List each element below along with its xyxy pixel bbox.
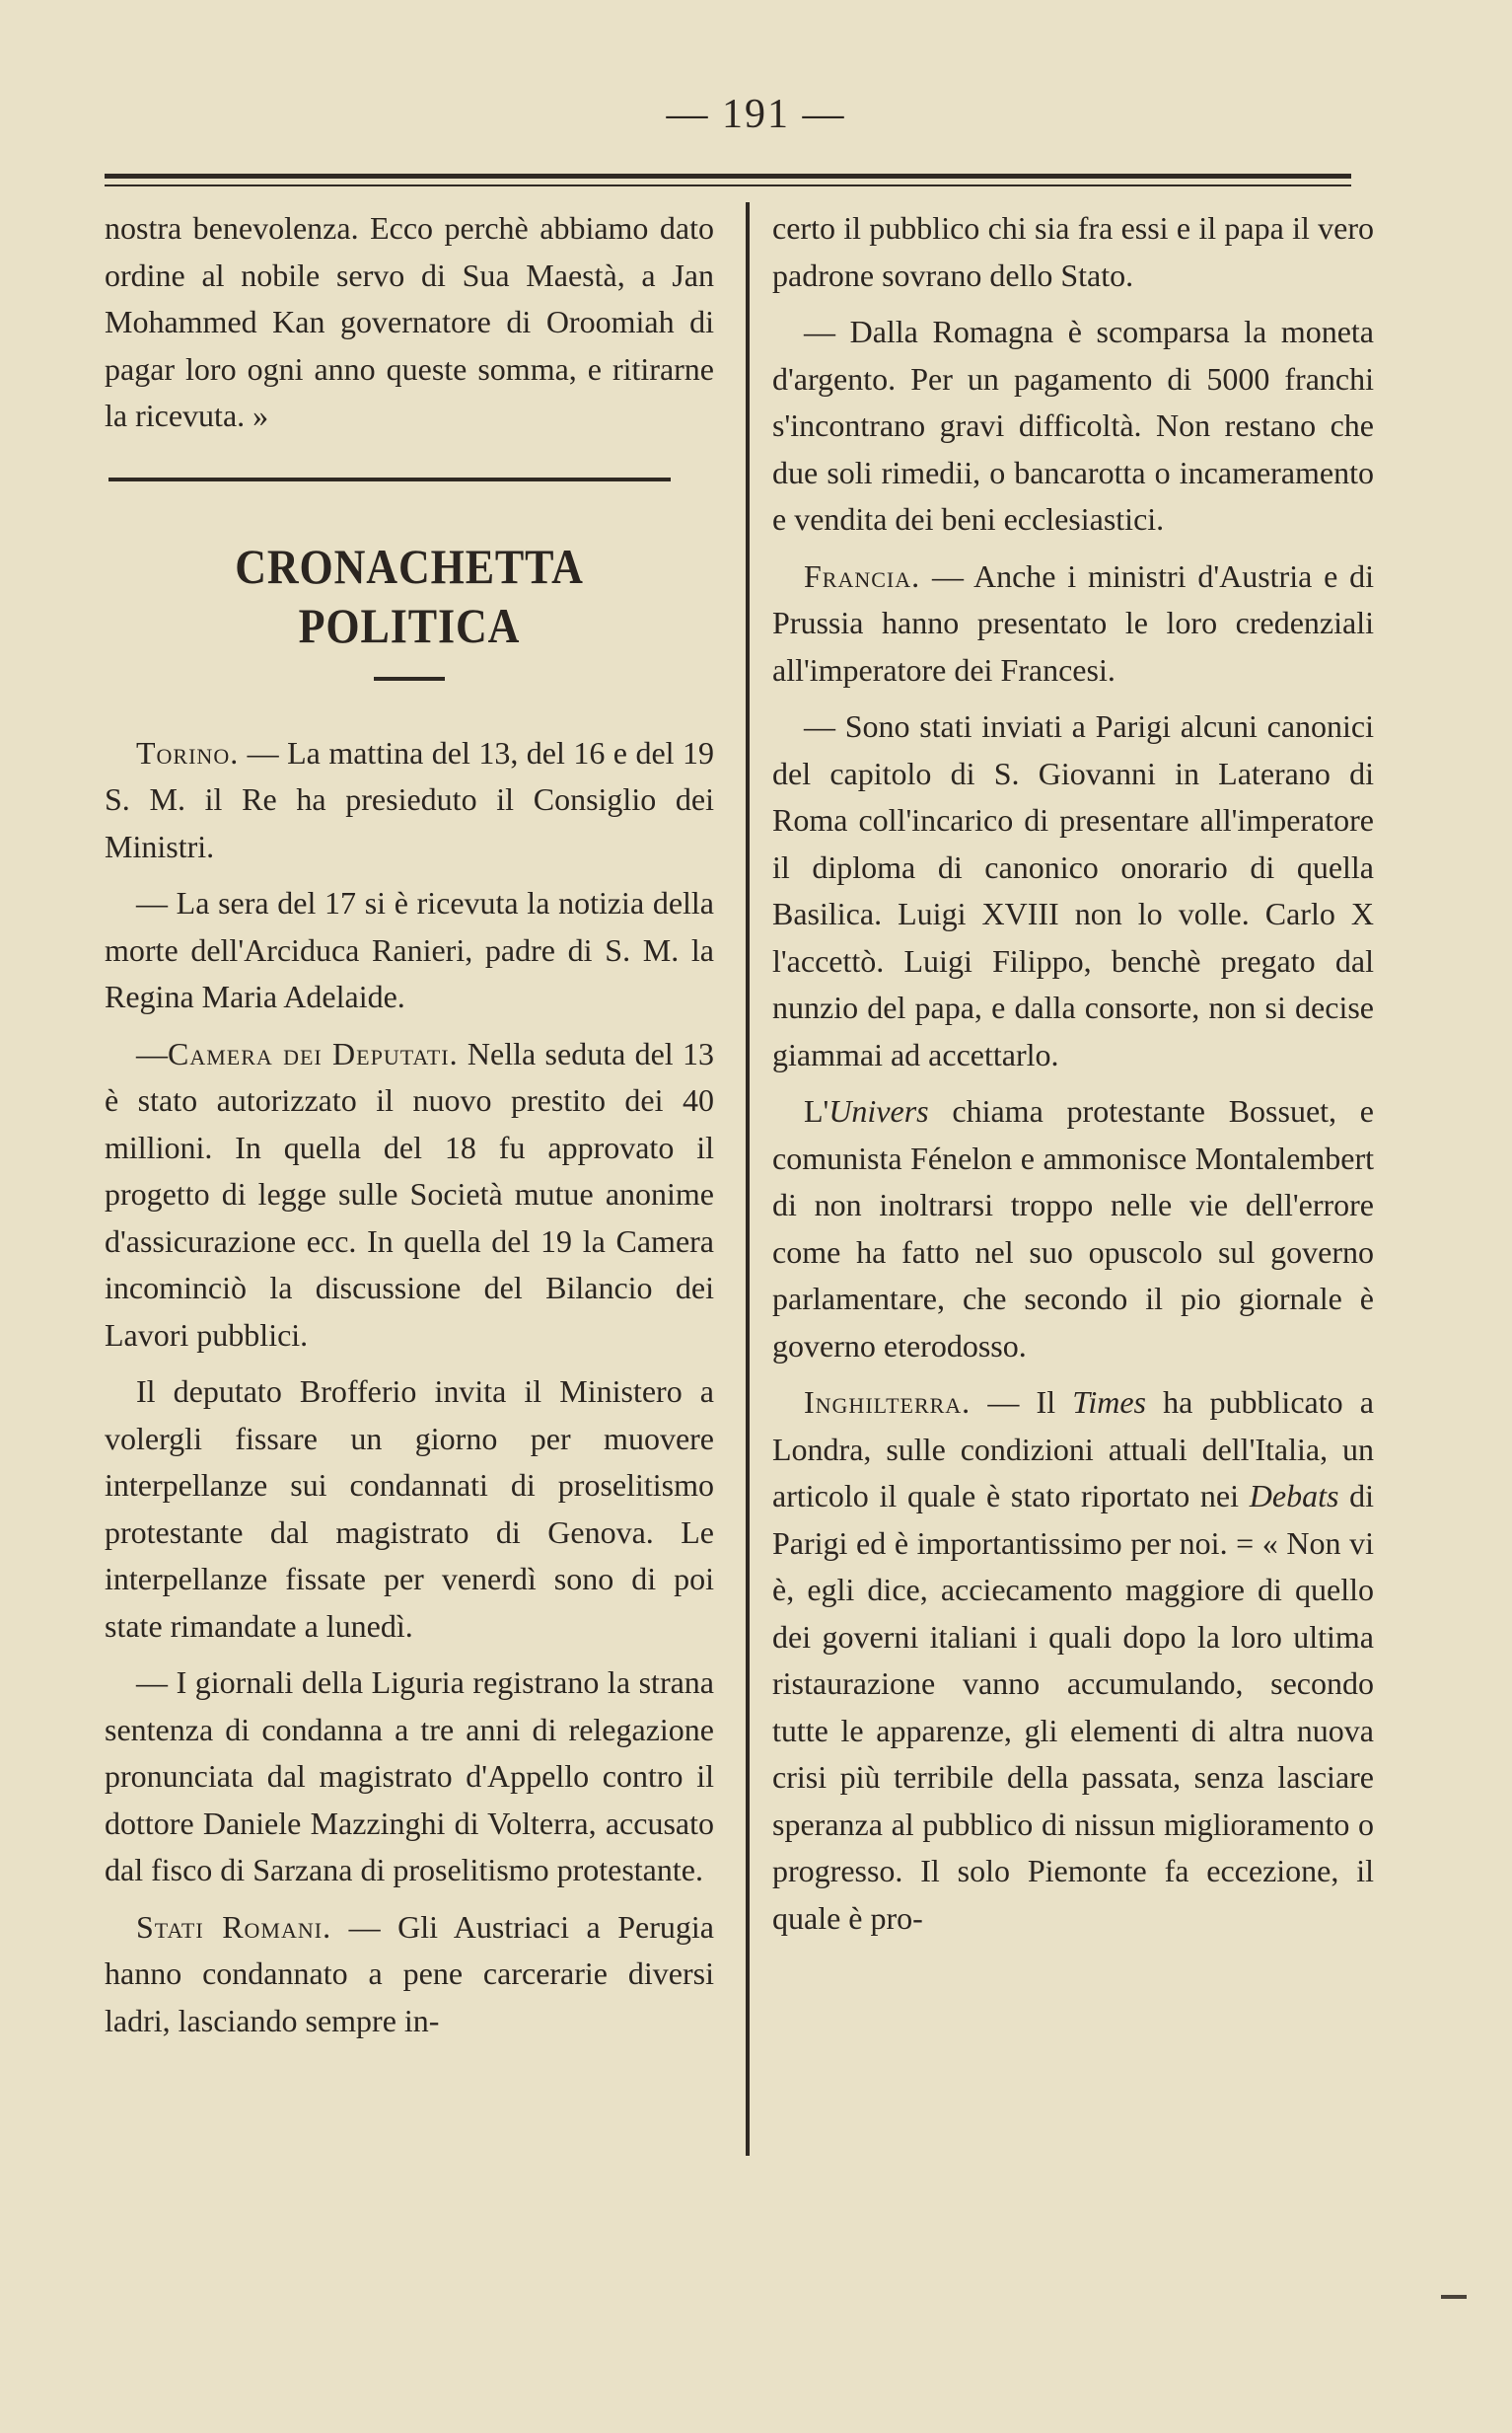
lead-camera: Camera dei Deputati. (168, 1035, 459, 1071)
lead-francia: Francia. (804, 557, 921, 594)
univers-prefix: L' (804, 1093, 829, 1129)
text-stati-romani: — Gli Austriaci a Perugia hanno condannato a pene carcerarie diversi ladri, lasciando sempre in- (105, 1908, 714, 2038)
text-inghilterra-b: ha pubblicato a Londra, sulle condizioni attuali dell'Italia, un articolo il quale è stato riportato nei (772, 1384, 1375, 1513)
dash: — (136, 1035, 168, 1071)
column-divider (746, 202, 750, 2156)
text-torino: — La mattina del 13, del 16 e del 19 S. M. il Re ha presieduto il Consiglio dei Ministri. (105, 734, 714, 864)
times-title: Times (1072, 1384, 1146, 1420)
news-francia (772, 553, 1374, 695)
text-francia: — Anche i ministri d'Austria e di Prussia hanno presentato le loro credenziali all'imperatore dei Francesi. (772, 557, 1374, 688)
news-univers (772, 1088, 1374, 1369)
intro-paragraph: nostra benevolenza. Ecco perchè abbiamo dato ordine al nobile servo di Sua Maestà, a Jan Mohammed Kan governatore di Oroomiah di pagar loro ogni anno queste somma, e ritirarne la ricevuta. » (105, 210, 714, 433)
news-torino (105, 730, 714, 871)
news-camera (105, 1031, 714, 1360)
news-liguria: — I giornali della Liguria registrano la strana sentenza di condanna a tre anni di relegazione pronunciata dal magistrato d'Appello contro il dottore Daniele Mazzinghi di Volterra, accusato dal fisco di Sarzana di proselitismo protestante. (105, 1664, 714, 1887)
text-inghilterra-a: — Il (971, 1384, 1073, 1420)
right-column (772, 205, 1374, 1952)
debats-title: Debats (1249, 1478, 1339, 1513)
news-romagna: — Dalla Romagna è scomparsa la moneta d'argento. Per un pagamento di 5000 franchi s'incontrano gravi difficoltà. Non restano che due soli rimedii, o bancarotta o incameramento e vendita dei beni ecclesiastici. (772, 314, 1374, 537)
margin-mark (1441, 2295, 1467, 2299)
news-stati-romani (105, 1904, 714, 2045)
news-inghilterra (772, 1379, 1374, 1942)
page-number: — 191 — (666, 92, 846, 137)
lead-torino: Torino. (136, 734, 240, 771)
section-rule (108, 478, 671, 481)
news-continuation: certo il pubblico chi sia fra essi e il papa il vero padrone sovrano dello Stato. (772, 210, 1374, 293)
left-column (105, 205, 714, 2054)
univers-title: Univers (828, 1093, 929, 1129)
text-univers: chiama protestante Bossuet, e comunista Fénelon e ammonisce Montalembert di non inoltrarsi troppo nelle vie dell'errore come ha fatto nel suo opuscolo sul governo parlamentare, che secondo il pio giornale è governo eterodosso. (772, 1093, 1374, 1364)
news-arciduca: — La sera del 17 si è ricevuta la notizia della morte dell'Arciduca Ranieri, padre di S. M. la Regina Maria Adelaide. (105, 885, 714, 1014)
section-title: CRONACHETTA POLITICA (235, 538, 584, 653)
title-underline (374, 677, 445, 681)
header-rule (105, 174, 1351, 186)
news-brofferio: Il deputato Brofferio invita il Ministero a volergli fissare un giorno per muovere interpellanze sui condannati di proselitismo protestante dal magistrato di Genova. Le interpellanze fissate per venerdì sono di poi state rimandate a lunedì. (105, 1373, 714, 1644)
text-inghilterra-c: di Parigi ed è importantissimo per noi. = « Non vi è, egli dice, acciecamento maggiore di quello dei governi italiani i quali dopo la loro ultima ristaurazione vanno accumulando, secondo tutte le apparenze, gli elementi di altra nuova crisi più terribile della passata, senza lasciare speranza al pubblico di nissun miglioramento o progresso. Il solo Piemonte fa eccezione, il quale è pro- (772, 1478, 1375, 1936)
news-canonici: — Sono stati inviati a Parigi alcuni canonici del capitolo di S. Giovanni in Laterano di Roma coll'incarico di presentare all'imperatore il diploma di canonico onorario di quella Basilica. Luigi XVIII non lo volle. Carlo X l'accettò. Luigi Filippo, benchè pregato dal nunzio del papa, e dalla consorte, non si decise giammai ad accettarlo. (772, 708, 1374, 1072)
text-camera: Nella seduta del 13 è stato autorizzato il nuovo prestito dei 40 millioni. In quella del 18 fu approvato il progetto di legge sulle Società mutue anonime d'assicurazione ecc. In quella del 19 la Camera incominciò la discussione del Bilancio dei Lavori pubblici. (105, 1035, 714, 1353)
lead-inghilterra: Inghilterra. (804, 1384, 972, 1420)
lead-stati-romani: Stati Romani. (136, 1908, 332, 1945)
